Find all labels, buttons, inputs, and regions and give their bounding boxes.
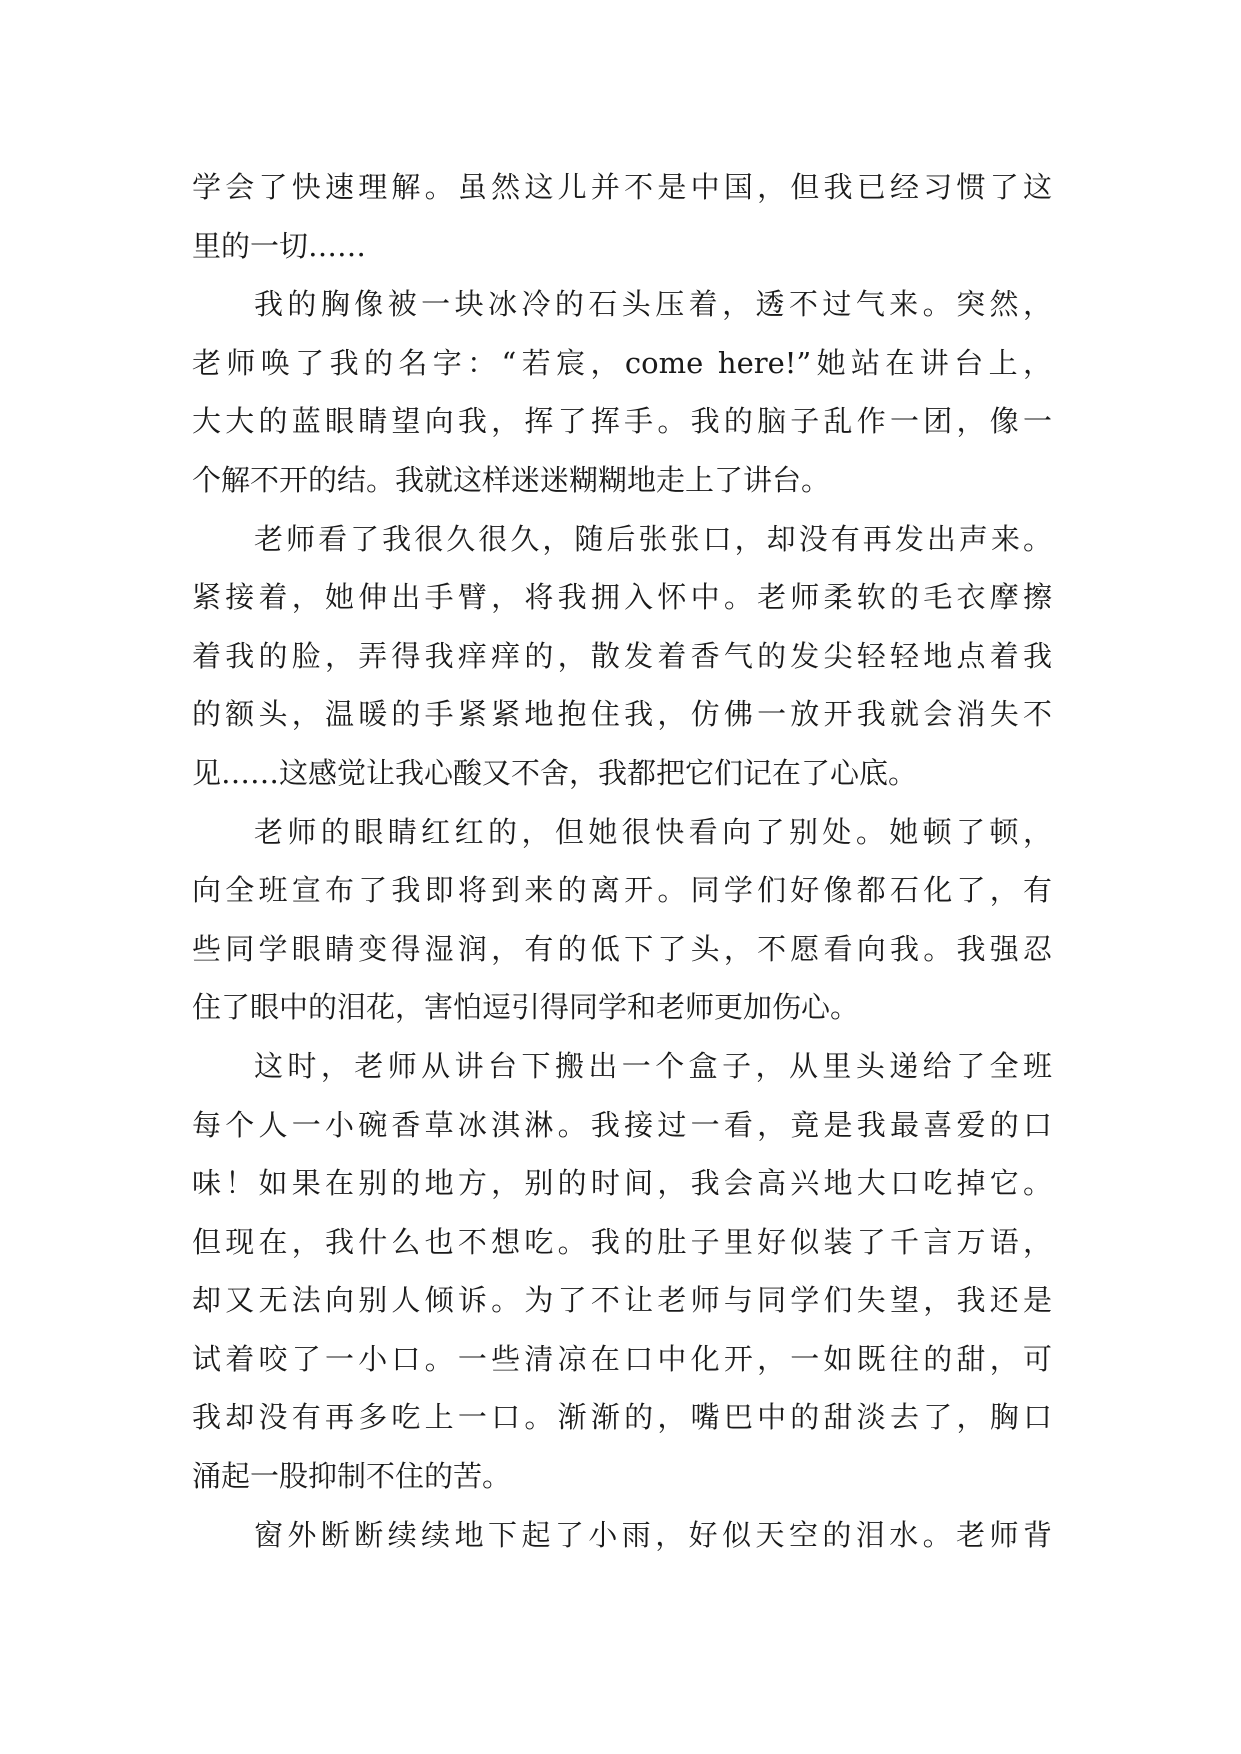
text-line: 老师唤了我的名字：“若宸，come here!”她站在讲台上， <box>192 345 1052 380</box>
paragraph-first-line: 窗外断断续续地下起了小雨，好似天空的泪水。老师背 <box>254 1517 1052 1552</box>
text-line: 我却没有再多吃上一口。渐渐的，嘴巴中的甜淡去了，胸口 <box>192 1400 1052 1435</box>
paragraph-first-line: 老师的眼睛红红的，但她很快看向了别处。她顿了顿， <box>254 814 1052 849</box>
text-line: 涌起一股抑制不住的苦。 <box>192 1459 512 1494</box>
text-line: 着我的脸，弄得我痒痒的，散发着香气的发尖轻轻地点着我 <box>192 638 1052 673</box>
text-line: 些同学眼睛变得湿润，有的低下了头，不愿看向我。我强忍 <box>192 931 1052 966</box>
text-line: 学会了快速理解。虽然这儿并不是中国，但我已经习惯了这 <box>192 170 1052 204</box>
text-line: 味！如果在别的地方，别的时间，我会高兴地大口吃掉它。 <box>192 1166 1052 1201</box>
text-line: 里的一切…… <box>192 228 367 263</box>
paragraph-first-line: 这时，老师从讲台下搬出一个盒子，从里头递给了全班 <box>254 1048 1052 1083</box>
paragraph-first-line: 老师看了我很久很久，随后张张口，却没有再发出声来。 <box>254 521 1052 556</box>
text-line: 却又无法向别人倾诉。为了不让老师与同学们失望，我还是 <box>192 1283 1052 1318</box>
text-line: 试着咬了一小口。一些清凉在口中化开，一如既往的甜，可 <box>192 1341 1052 1376</box>
paragraph-first-line: 我的胸像被一块冰冷的石头压着，透不过气来。突然， <box>254 287 1052 322</box>
text-line: 但现在，我什么也不想吃。我的肚子里好似装了千言万语， <box>192 1224 1052 1259</box>
text-line: 住了眼中的泪花，害怕逗引得同学和老师更加伤心。 <box>192 990 860 1025</box>
text-line: 向全班宣布了我即将到来的离开。同学们好像都石化了，有 <box>192 873 1052 908</box>
text-line: 每个人一小碗香草冰淇淋。我接过一看，竟是我最喜爱的口 <box>192 1107 1052 1142</box>
body-text <box>192 158 1052 1564</box>
text-line: 大大的蓝眼睛望向我，挥了挥手。我的脑子乱作一团，像一 <box>192 404 1052 439</box>
text-line: 个解不开的结。我就这样迷迷糊糊地走上了讲台。 <box>192 462 831 497</box>
text-line: 紧接着，她伸出手臂，将我拥入怀中。老师柔软的毛衣摩擦 <box>192 580 1052 615</box>
text-line: 的额头，温暖的手紧紧地抱住我，仿佛一放开我就会消失不 <box>192 697 1052 732</box>
text-line: 见……这感觉让我心酸又不舍，我都把它们记在了心底。 <box>192 755 918 790</box>
